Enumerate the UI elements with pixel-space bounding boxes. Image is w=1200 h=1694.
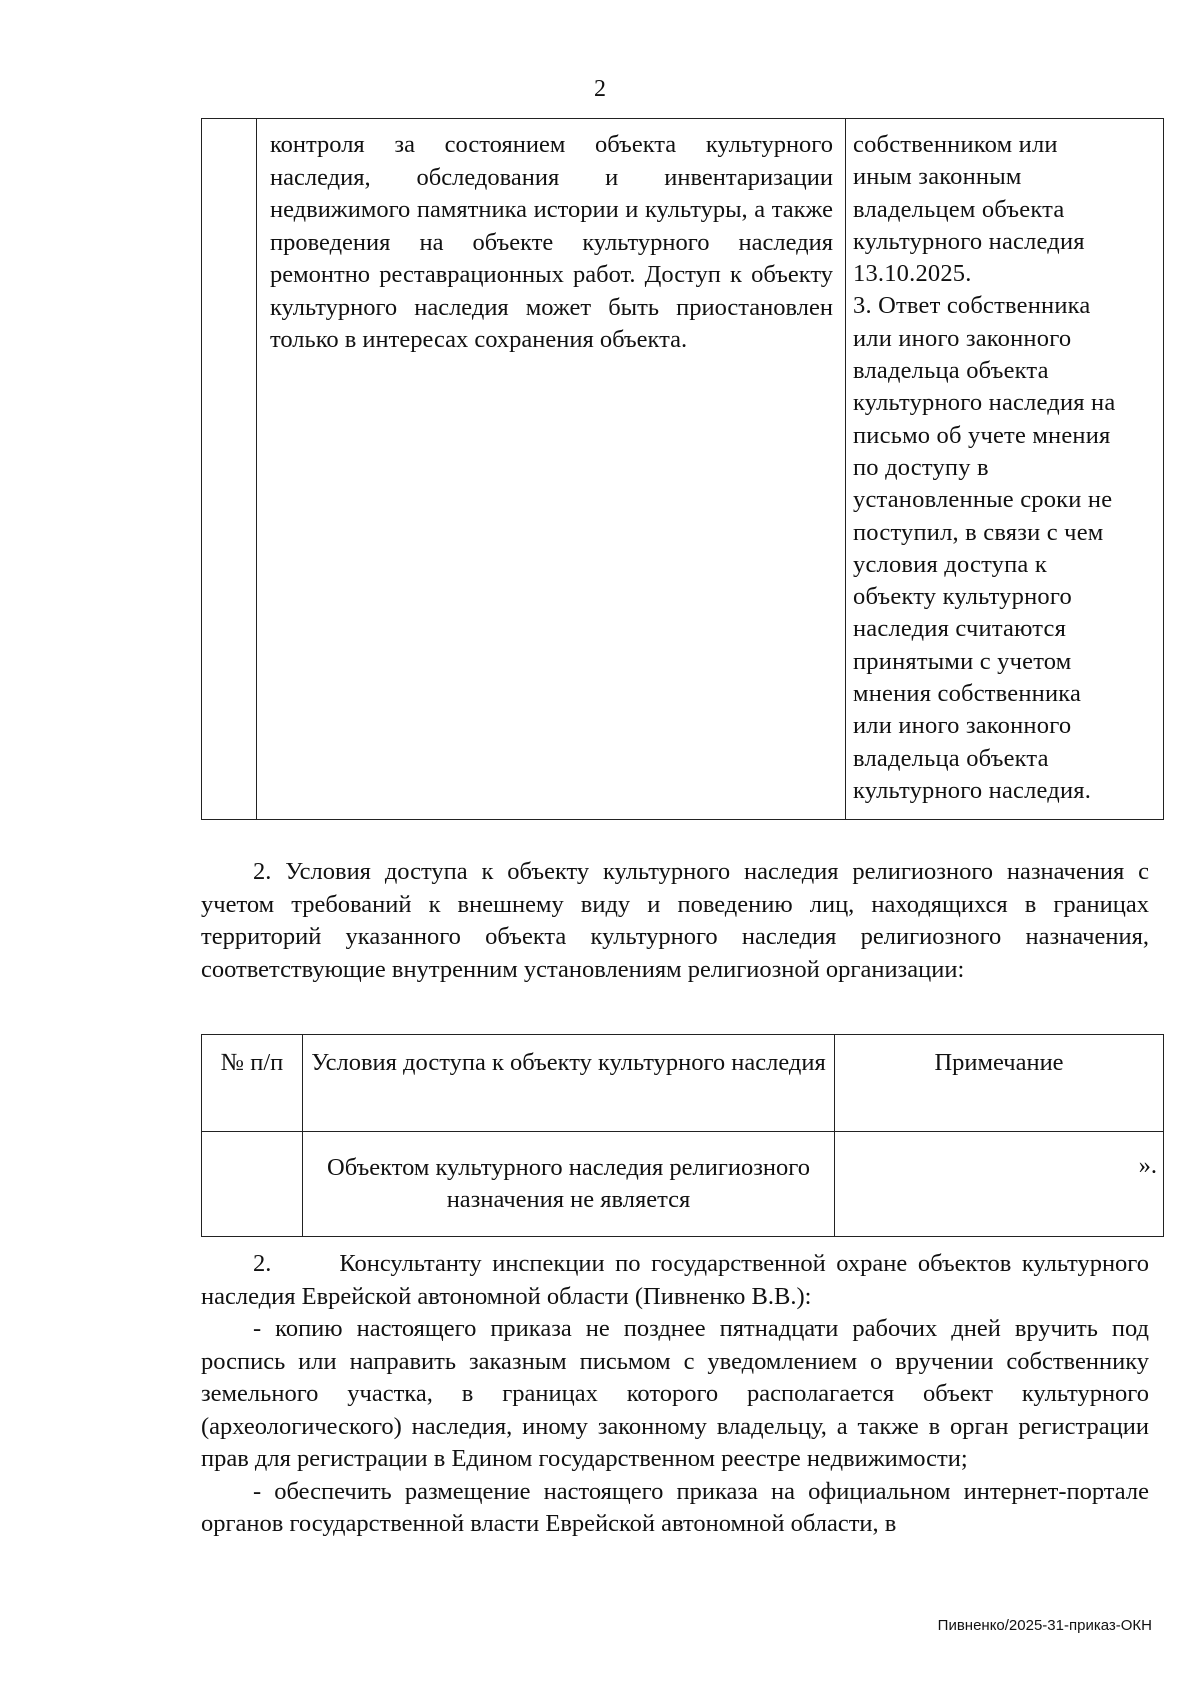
section-number: 2. [253, 1250, 272, 1277]
note-line: культурного наследия [853, 227, 1085, 255]
paragraph-access-conditions: 2. Условия доступа к объекту культурного наследия религиозного назначения с учетом требований к внешнему виду и поведению лиц, находящихся в границах территорий указанного объекта культурного наследия религиозного назначения, соответствующие внутренним установлениям религиозной организации: [201, 858, 1149, 983]
note-line: установленные сроки не [853, 486, 1113, 514]
header-number: № п/п [202, 1035, 303, 1132]
section-lead-text: Консультанту инспекции по государственной охране объектов культурного наследия Еврейской автономной области (Пивненко В.В.): [201, 1250, 1149, 1310]
note-line: поступил, в связи с чем [853, 518, 1104, 546]
table-header-row [202, 1035, 1164, 1132]
note-line: культурного наследия. [853, 776, 1092, 804]
header-conditions: Условия доступа к объекту культурного наследия [303, 1035, 835, 1132]
note-line: иным законным [853, 163, 1022, 191]
header-note: Примечание [835, 1035, 1164, 1132]
note-line: собственником или [853, 131, 1058, 158]
note-line: мнения собственника [853, 680, 1082, 708]
cell-number [202, 1132, 303, 1237]
bullet-item: - обеспечить размещение настоящего приказа на официальном интернет-портале органов государственной власти Еврейской автономной области, в [201, 1477, 1149, 1537]
note-line: принятыми с учетом [853, 647, 1072, 675]
conditions-text: контроля за состоянием объекта культурного наследия, обследования и инвентаризации недвижимого памятника истории и культуры, а также проведения на объекте культурного наследия ремонтно реставрационных работ. Доступ к объекту культурного наследия может быть приостановлен только в интересах сохранения объекта. [270, 131, 833, 353]
table-row [202, 1132, 1164, 1237]
page-number: 2 [594, 76, 606, 102]
table-cell-conditions [257, 119, 846, 820]
note-line: или иного законного [853, 712, 1072, 740]
table-row [202, 119, 1164, 820]
note-line: письмо об учете мнения [853, 421, 1111, 449]
continuation-table [201, 118, 1164, 820]
note-line: условия доступа к [853, 550, 1047, 578]
table-cell-note [846, 119, 1164, 820]
document-reference: Пивненко/2025-31-приказ-ОКН [937, 1617, 1152, 1634]
note-line: культурного наследия на [853, 389, 1116, 417]
note-line: владельцем объекта [853, 195, 1065, 223]
note-line: объекту культурного [853, 583, 1072, 611]
bullet-item: - копию настоящего приказа не позднее пятнадцати рабочих дней вручить под роспись или направить заказным письмом с уведомлением о вручении собственнику земельного участка, в границах которого располагается объект культурного (археологического) наследия, иному законному владельцу, а также в орган регистрации прав для регистрации в Едином государственном реестре недвижимости; [201, 1315, 1149, 1472]
cell-note: ». [835, 1132, 1164, 1237]
note-line: владельца объекта [853, 357, 1049, 385]
table-cell-number [202, 119, 257, 820]
section-consultant [201, 1248, 1149, 1541]
note-line: наследия считаются [853, 615, 1067, 643]
note-line: или иного законного [853, 324, 1072, 352]
note-text [846, 119, 1163, 807]
religious-access-table [201, 1034, 1164, 1237]
cell-conditions: Объектом культурного наследия религиозного назначения не является [303, 1132, 835, 1237]
section-lead [201, 1248, 1149, 1313]
note-line: 13.10.2025. [853, 260, 972, 288]
note-line: владельца объекта [853, 744, 1049, 772]
note-line: 3. Ответ собственника [853, 292, 1091, 320]
note-line: по доступу в [853, 453, 989, 481]
